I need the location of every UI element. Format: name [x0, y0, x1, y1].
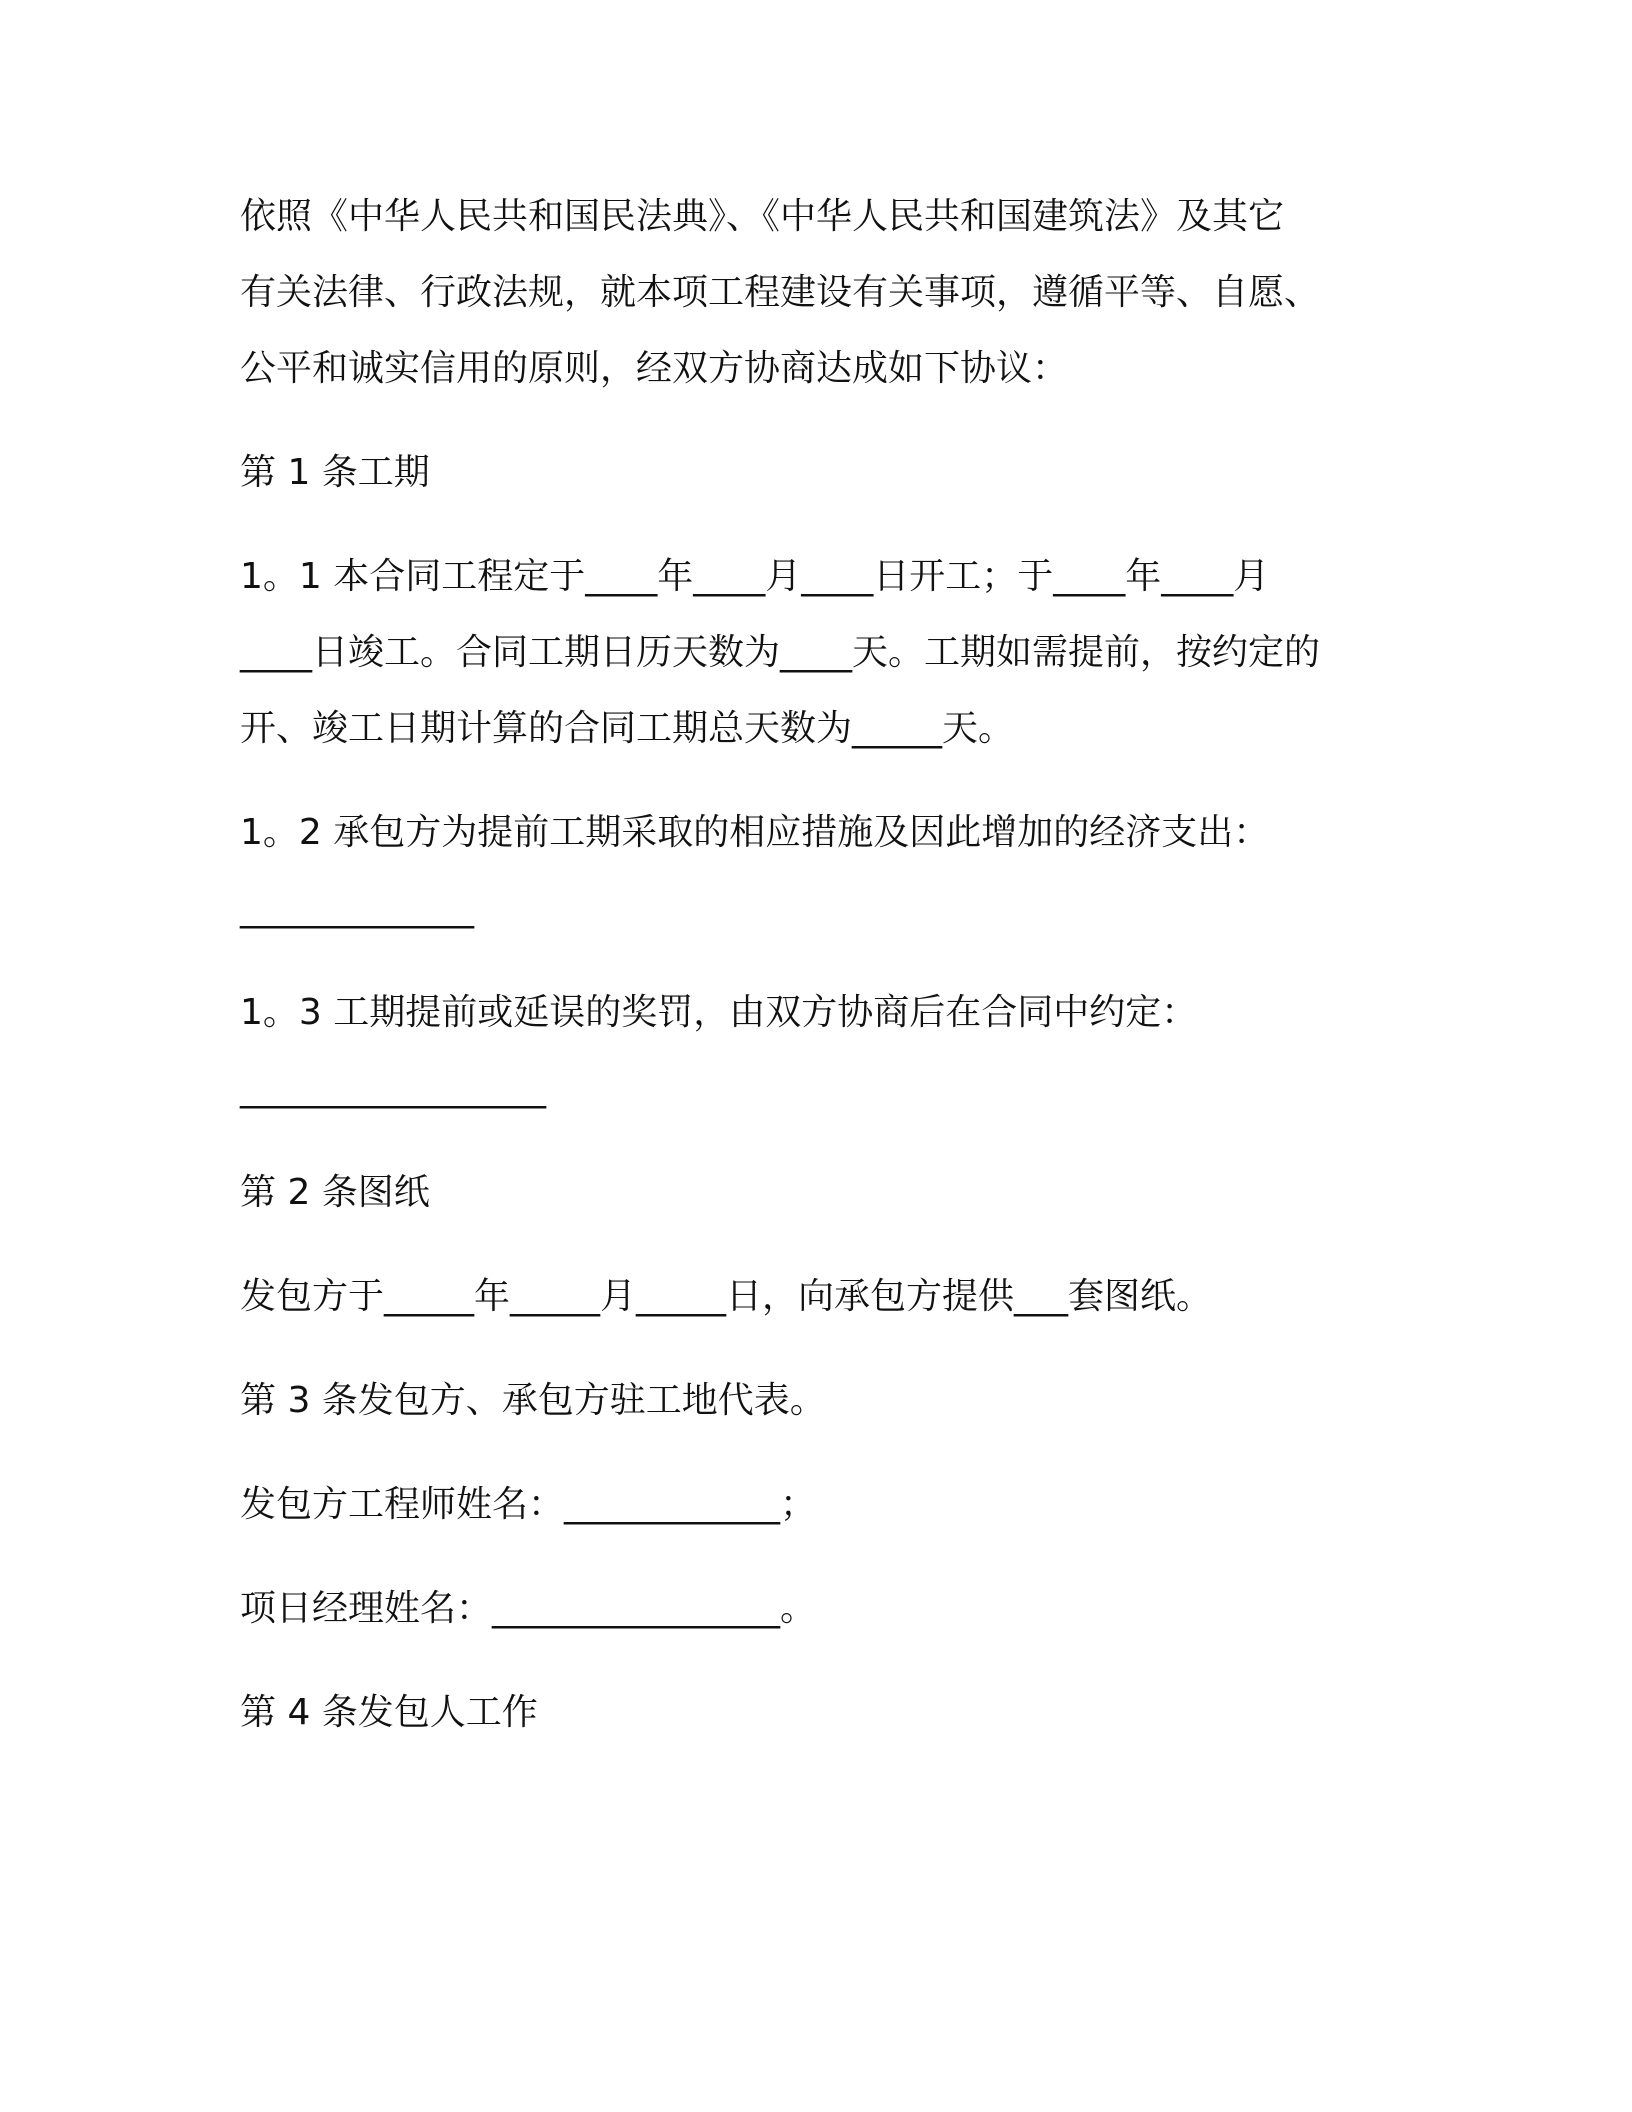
text-line: 1。3 工期提前或延误的奖罚，由双方协商后在合同中约定： — [240, 992, 1198, 1033]
text-line: 发包方于_____年_____月_____日，向承包方提供___套图纸。 — [240, 1276, 1213, 1317]
clause-1-3 — [240, 975, 1432, 1127]
text-line: 有关法律、行政法规，就本项工程建设有关事项，遵循平等、自愿、 — [240, 272, 1321, 313]
engineer-name-clause — [240, 1467, 1432, 1543]
text-line: 开、竣工日期计算的合同工期总天数为_____天。 — [240, 708, 1015, 749]
blank-line: _____________ — [240, 888, 474, 929]
text-line: 依照《中华人民共和国民法典》、《中华人民共和国建筑法》及其它 — [240, 196, 1285, 237]
article-4-heading — [240, 1675, 1432, 1751]
text-line: 公平和诚实信用的原则，经双方协商达成如下协议： — [240, 348, 1069, 389]
text-line: 发包方工程师姓名：____________； — [240, 1484, 817, 1525]
article-3-heading — [240, 1363, 1432, 1439]
text-line: 1。1 本合同工程定于____年____月____日开工；于____年____月 — [240, 556, 1270, 597]
text-line: 项日经理姓名：________________。 — [240, 1588, 817, 1629]
heading-line: 第 4 条发包人工作 — [240, 1692, 538, 1733]
drawings-clause — [240, 1259, 1432, 1335]
heading-line: 第 3 条发包方、承包方驻工地代表。 — [240, 1380, 826, 1421]
project-manager-clause — [240, 1571, 1432, 1647]
text-line: ____日竣工。合同工期日历天数为____天。工期如需提前，按约定的 — [240, 632, 1321, 673]
blank-line: _________________ — [240, 1068, 546, 1109]
heading-line: 第 1 条工期 — [240, 452, 430, 493]
clause-1-2 — [240, 795, 1432, 947]
text-line: 1。2 承包方为提前工期采取的相应措施及因此增加的经济支出： — [240, 812, 1270, 853]
article-1-heading — [240, 435, 1432, 511]
intro-paragraph — [240, 179, 1432, 407]
heading-line: 第 2 条图纸 — [240, 1172, 430, 1213]
clause-1-1 — [240, 539, 1432, 767]
article-2-heading — [240, 1155, 1432, 1231]
